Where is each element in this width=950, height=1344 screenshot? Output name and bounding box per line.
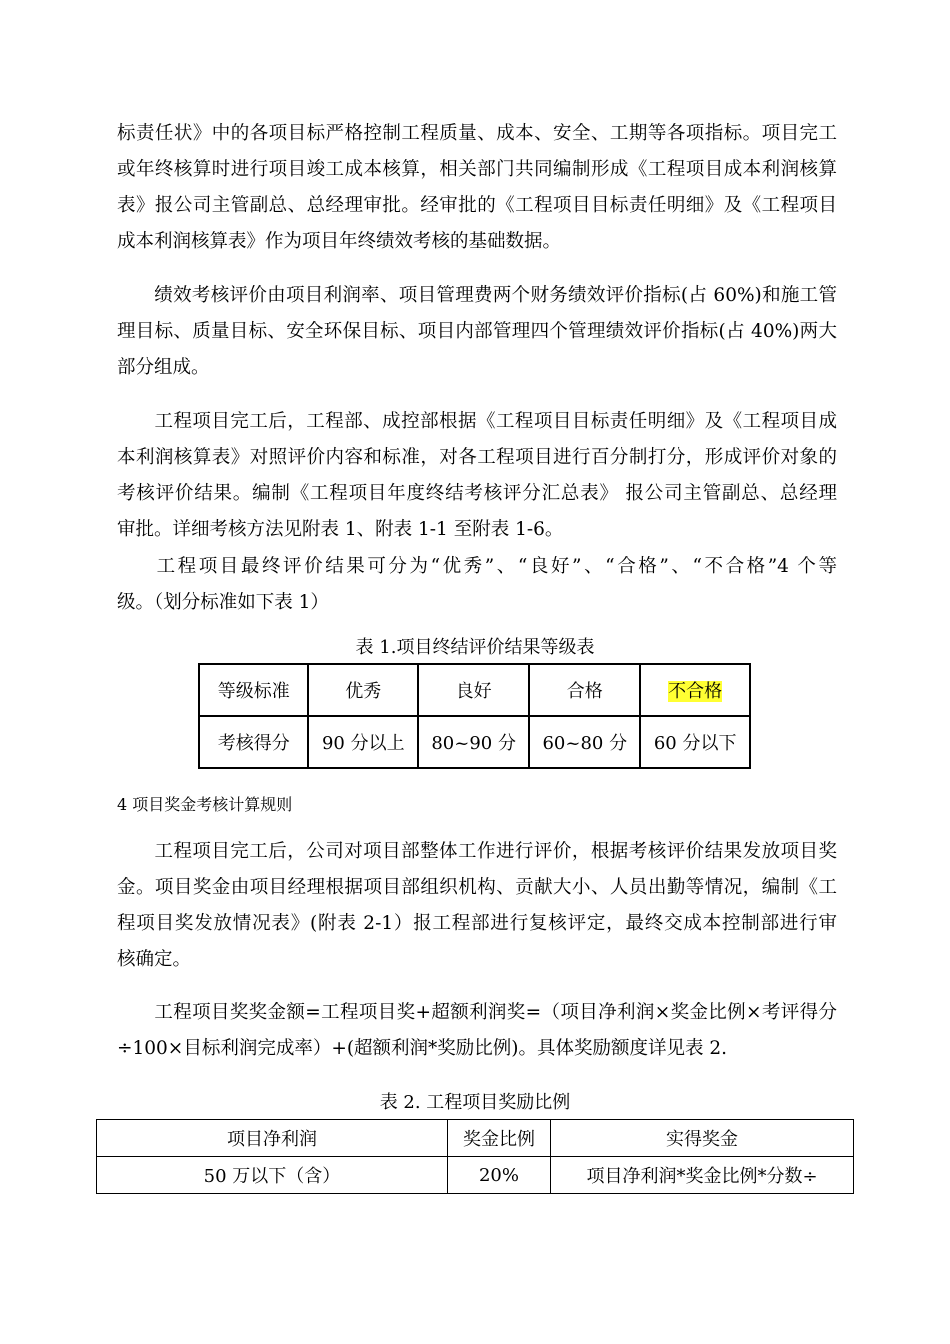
paragraph-line: 核确定。 <box>117 949 192 970</box>
table-cell: 考核得分 <box>199 716 308 768</box>
paragraph-1 <box>117 116 837 260</box>
paragraph-line: 标责任状》中的各项目标严格控制工程质量、成本、安全、工期等各项指标。项目完工 <box>117 123 837 144</box>
paragraph-line: 金。项目奖金由项目经理根据项目部组织机构、贡献大小、人员出勤等情况，编制《工 <box>117 877 837 898</box>
table-row <box>97 1157 854 1194</box>
paragraph-line: 考核评价结果。编制《工程项目年度终结考核评分汇总表》 报公司主管副总、总经理 <box>117 483 837 504</box>
grade-table <box>198 663 751 769</box>
table-cell: 20% <box>448 1157 551 1194</box>
paragraph-line: 工程项目完工后，工程部、成控部根据《工程项目目标责任明细》及《工程项目成 <box>154 411 837 432</box>
paragraph-line: 本利润核算表》对照评价内容和标准，对各工程项目进行百分制打分，形成评价对象的 <box>117 447 837 468</box>
table-cell: 50 万以下（含） <box>97 1157 448 1194</box>
table-cell: 优秀 <box>308 664 418 716</box>
paragraph-2 <box>117 278 837 386</box>
highlighted-text: 不合格 <box>668 681 723 702</box>
paragraph-5 <box>117 834 837 978</box>
paragraph-line: 程项目奖发放情况表》(附表 2-1）报工程部进行复核评定，最终交成本控制部进行审 <box>117 913 837 934</box>
paragraph-line: 成本利润核算表》作为项目年终绩效考核的基础数据。 <box>117 231 562 252</box>
section-heading: 4 项目奖金考核计算规则 <box>117 795 293 814</box>
paragraph-6 <box>117 995 837 1067</box>
table-header-cell: 实得奖金 <box>551 1120 854 1157</box>
table-cell: 项目净利润*奖金比例*分数÷ <box>551 1157 854 1194</box>
paragraph-line: 部分组成。 <box>117 357 210 378</box>
table-cell: 合格 <box>529 664 640 716</box>
table-header-row <box>97 1120 854 1157</box>
table-cell: 80~90 分 <box>418 716 529 768</box>
paragraph-line: 工程项目最终评价结果可分为“优秀”、“良好”、“合格”、“不合格”4 个等 <box>154 556 837 577</box>
bonus-ratio-table <box>96 1119 854 1194</box>
paragraph-line: 工程项目完工后，公司对项目部整体工作进行评价，根据考核评价结果发放项目奖 <box>154 841 837 862</box>
paragraph-line: 工程项目奖奖金额=工程项目奖+超额利润奖=（项目净利润×奖金比例×考评得分 <box>154 1002 837 1023</box>
table-cell: 60~80 分 <box>529 716 640 768</box>
paragraph-line: 或年终核算时进行项目竣工成本核算，相关部门共同编制形成《工程项目成本利润核算 <box>117 159 837 180</box>
paragraph-4 <box>117 549 837 621</box>
paragraph-line: 审批。详细考核方法见附表 1、附表 1-1 至附表 1-6。 <box>117 519 564 540</box>
paragraph-line: 理目标、质量目标、安全环保目标、项目内部管理四个管理绩效评价指标(占 40%)两大 <box>117 321 837 342</box>
table-cell: 良好 <box>418 664 529 716</box>
table-cell <box>640 664 750 716</box>
table-row <box>199 716 750 768</box>
table-header-cell: 奖金比例 <box>448 1120 551 1157</box>
table-cell: 60 分以下 <box>640 716 750 768</box>
paragraph-line: 绩效考核评价由项目利润率、项目管理费两个财务绩效评价指标(占 60%)和施工管 <box>154 285 837 306</box>
table-cell: 等级标准 <box>199 664 308 716</box>
paragraph-line: 级。（划分标准如下表 1） <box>117 592 329 613</box>
paragraph-line: 表》报公司主管副总、总经理审批。经审批的《工程项目目标责任明细》及《工程项目 <box>117 195 837 216</box>
table2-caption: 表 2. 工程项目奖励比例 <box>379 1092 571 1113</box>
table1-caption: 表 1.项目终结评价结果等级表 <box>355 637 595 658</box>
paragraph-line: ÷100×目标利润完成率）+(超额利润*奖励比例)。具体奖励额度详见表 2. <box>117 1038 728 1059</box>
paragraph-3 <box>117 404 837 548</box>
table-row <box>199 664 750 716</box>
table-cell: 90 分以上 <box>308 716 418 768</box>
table-header-cell: 项目净利润 <box>97 1120 448 1157</box>
